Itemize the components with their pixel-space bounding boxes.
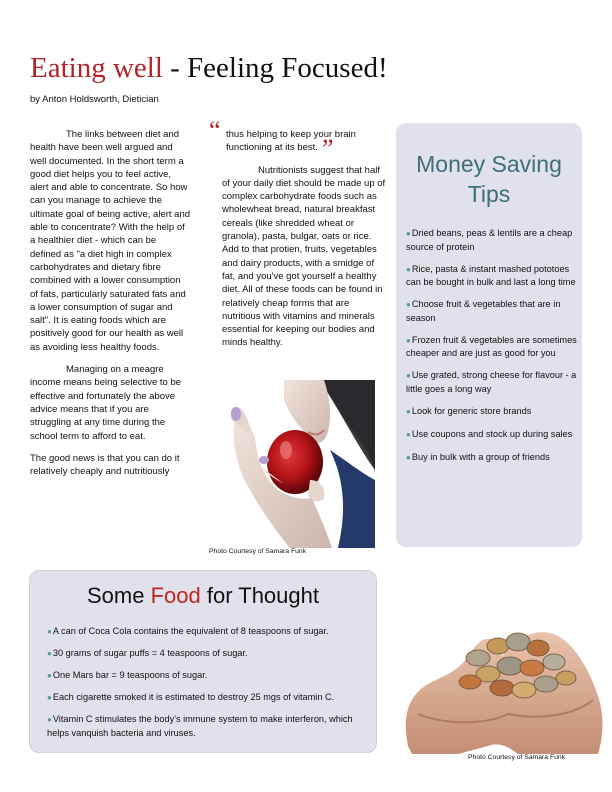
photo-hands-with-coins [398, 596, 608, 754]
list-item: ●Use grated, strong cheese for flavour - a little goes a long way [406, 370, 577, 394]
list-item: ●Each cigarette smoked it is estimated to destroy 25 mgs of vitamin C. [47, 692, 335, 703]
bullet-icon: ● [406, 371, 411, 380]
paragraph: Managing on a meagre income means being selective to be effective and fortunately the above advice means that if you are struggling at any time during the school term to afford to eat. [30, 364, 182, 442]
list-item: ●Buy in bulk with a group of friends [406, 451, 550, 462]
bullet-icon: ● [406, 429, 411, 439]
bullet-icon: ● [47, 671, 52, 681]
bullet-icon: ● [406, 229, 411, 238]
bullet-icon: ● [406, 335, 411, 345]
list-item: ●Rice, pasta & instant mashed pototoes can be bought in bulk and last a long time [406, 263, 576, 287]
bullet-icon: ● [47, 627, 52, 636]
list-item: ●A can of Coca Cola contains the equivalent of 8 teaspoons of sugar. [47, 626, 329, 636]
article-column-2 [222, 128, 388, 359]
paragraph: The good news is that you can do it relatively cheaply and nutritiously [30, 452, 180, 478]
article-title [30, 52, 388, 85]
open-quote-mark: “ [209, 116, 221, 145]
facts-list [47, 625, 367, 748]
list-item: ●Use coupons and stock up during sales [406, 428, 573, 439]
tips-heading [396, 149, 582, 209]
bullet-icon: ● [47, 649, 52, 659]
bullet-icon: ● [406, 264, 411, 274]
food-heading: Some Food for Thought [87, 583, 319, 608]
title-rest: - Feeling Focused! [162, 52, 388, 84]
bullet-icon: ● [406, 300, 411, 309]
photo-woman-eating-apple [220, 380, 375, 548]
title-highlight: Eating well [30, 52, 163, 84]
list-item: ●Choose fruit & vegetables that are in season [406, 299, 561, 323]
paragraph: thus helping to keep your brain functioning at its best. [226, 129, 356, 154]
list-item: ●30 grams of sugar puffs = 4 teaspoons of sugar. [47, 648, 248, 659]
bullet-icon: ● [406, 406, 411, 416]
bullet-icon: ● [47, 693, 52, 703]
bullet-icon: ● [47, 715, 52, 725]
list-item: ●Frozen fruit & vegetables are sometimes cheaper and are just as good for you [406, 334, 577, 358]
article-column-1 [30, 128, 190, 487]
money-saving-tips-box [396, 123, 582, 547]
tips-heading-line1: Money Saving [416, 151, 562, 177]
paragraph: The links between diet and health have been well argued and well documented. In the short term a good diet helps you to feel active, alert and able to concentrate. So how can you manage to achieve the ultimate goal of being active, alert and able to concentrate? With the help of a healthier diet - which can be defined as "a diet high in complex carbohydrates and dietary fibre combined with a lower consumption of fats, particularly saturated fats and a lower consumption of sugar and salt". It is eating foods which are positively good for our health as well as avoiding less healthy foods. [30, 129, 191, 353]
photo-caption: Photo Courtesy of Samara Funk [468, 754, 566, 761]
tips-list [406, 227, 578, 474]
list-item: ●One Mars bar = 9 teaspoons of sugar. [47, 670, 208, 681]
bullet-icon: ● [406, 452, 411, 462]
list-item: ●Look for generic store brands [406, 405, 532, 416]
tips-heading-line2: Tips [467, 181, 511, 207]
byline: by Anton Holdsworth, Dietician [30, 94, 159, 105]
list-item: ●Vitamin C stimulates the body's immune system to make interferon, which helps vanquish bacteria and viruses. [47, 714, 353, 739]
food-for-thought-box [29, 570, 377, 753]
photo-caption: Photo Courtesy of Samara Funk [209, 548, 307, 555]
close-quote-mark: ” [322, 134, 334, 163]
paragraph: Nutritionists suggest that half of your daily diet should be made up of complex carbohydrate foods such as wholewheat bread, natural breakfast cereals (like shredded wheat or granola), pasta, bulgar, oats or rice. Add to that protien, fruits, vegetables and dairy products, with a smidge of fat, and you've got yourself a healthy diet. All of these foods can be found in relatively cheap forms that are nutritious with vitamins and minerals essential for keeping our bodies and minds healthy. [222, 164, 386, 349]
food-heading-highlight: Food [150, 583, 201, 608]
list-item: ●Dried beans, peas & lentils are a cheap source of protein [406, 228, 573, 252]
